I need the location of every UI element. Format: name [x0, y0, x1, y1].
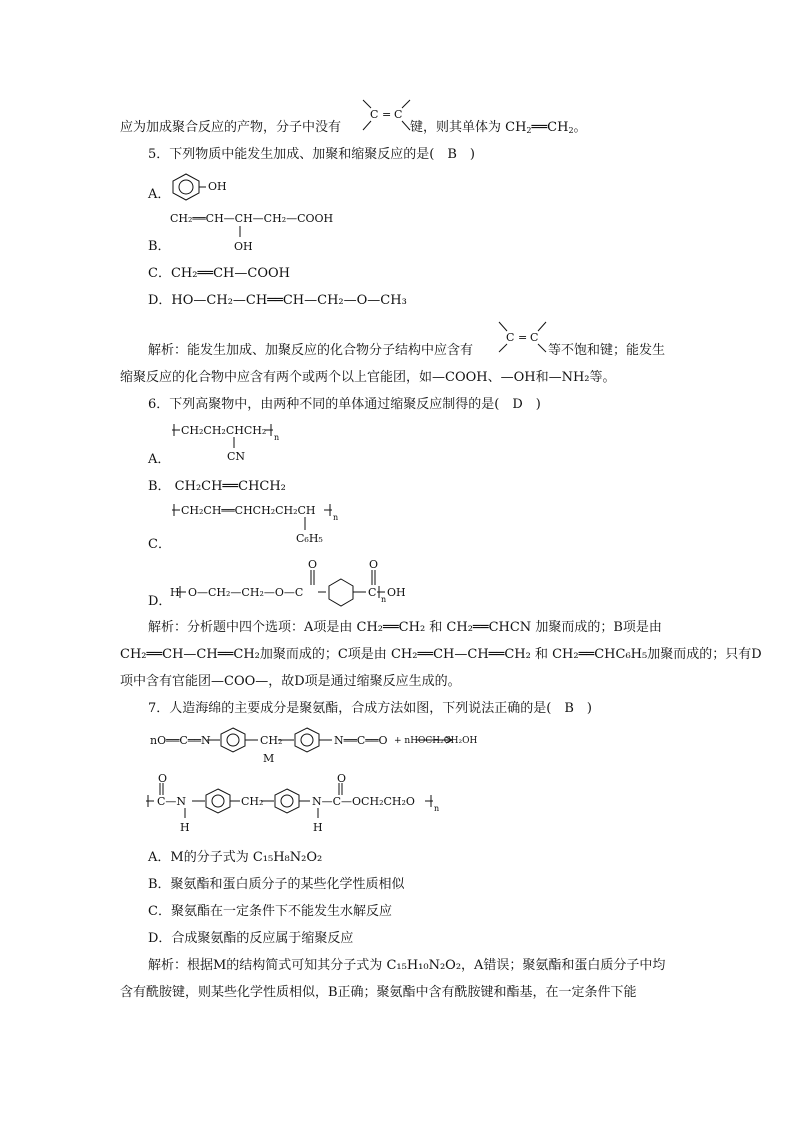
q5-option-d: D．HO—CH₂—CH══CH—CH₂—O—CH₃	[148, 293, 407, 308]
q6-d-label: D．	[148, 594, 172, 609]
q6-explanation-line3: 项中含有官能团—COO—，故D项是通过缩聚反应生成的。	[120, 674, 461, 689]
q7-reactant-left: nO══C══N	[150, 734, 211, 747]
q7-option-a: A．M的分子式为 C₁₅H₈N₂O₂	[148, 850, 323, 865]
q6-explanation-line2: CH₂══CH—CH══CH₂加聚而成的；C项是由 CH₂══CH—CH══CH₂ 和 CH₂══CHC₆H₅加聚而成的；只有D	[120, 647, 762, 662]
q7-option-b: B．聚氨酯和蛋白质分子的某些化学性质相似	[148, 877, 405, 892]
q6-d-oh: OH	[387, 586, 406, 599]
intro-bond-eq: =	[382, 108, 392, 121]
q7-explanation-line2: 含有酰胺键，则某些化学性质相似，B正确；聚氨酯中含有酰胺键和酯基，在一定条件下能	[120, 985, 637, 1000]
q6-c-sub: C₆H₅	[296, 532, 323, 545]
q5-a-label: A．	[148, 187, 171, 202]
q6-a-label: A．	[148, 452, 171, 467]
q6-explanation-line1: 解析：分析题中四个选项：A项是由 CH₂══CH₂ 和 CH₂══CHCN 加聚而成的；B项是由	[148, 620, 662, 635]
q7-stem: 7．人造海绵的主要成分是聚氨酯，合成方法如图，下列说法正确的是( B )	[148, 701, 592, 716]
q6-c-chain: CH₂CH══CHCH₂CH₂CH	[181, 504, 316, 517]
q7-explanation-line1: 解析：根据M的结构简式可知其分子式为 C₁₅H₁₀N₂O₂，A错误；聚氨酯和蛋白质分子中均	[148, 958, 666, 973]
q6-d-o1: O	[308, 558, 318, 571]
intro-bond-c1: C	[370, 108, 379, 121]
q5-explanation-before: 解析：能发生加成、加聚反应的化合物分子结构中应含有	[148, 343, 474, 358]
q6-d-chain: O—CH₂—CH₂—O—C	[188, 586, 304, 599]
q7-reactant-m: M	[263, 752, 275, 765]
q5-a-oh: OH	[208, 180, 227, 193]
q7-product-start: C—N	[157, 795, 187, 808]
q7-product-ch2: CH₂	[241, 795, 264, 808]
q7-product-h1: H	[180, 821, 190, 834]
q5-option-c: C．CH₂══CH—COOH	[148, 266, 290, 281]
q5-bond-c2: C	[530, 331, 539, 344]
q7-reactant-right: N══C══O	[334, 734, 388, 747]
q6-c-label: C．	[148, 537, 171, 552]
q5-b-chain: CH₂══CH—CH—CH₂—COOH	[170, 212, 334, 225]
q5-explanation-after: 等不饱和键；能发生	[548, 343, 666, 358]
q6-a-chain: CH₂CH₂CHCH₂	[181, 424, 267, 437]
q6-d-h: H	[170, 586, 180, 599]
q5-explanation-line2: 缩聚反应的化合物中应含有两个或两个以上官能团，如—COOH、—OH和—NH₂等。	[120, 370, 616, 385]
q6-d-c2: C	[368, 586, 377, 599]
intro-text-after: 键，则其单体为 $CH_2══CH_2$。	[410, 120, 587, 135]
q7-reactant-plus: + nHOCH₂CH₂OH	[394, 736, 478, 746]
q7-product-mid: N—C—OCH₂CH₂O	[312, 795, 415, 808]
q7-option-c: C．聚氨酯在一定条件下不能发生水解反应	[148, 904, 392, 919]
q7-product-o1: O	[158, 772, 168, 785]
q7-option-d: D．合成聚氨酯的反应属于缩聚反应	[148, 931, 354, 946]
q5-b-label: B．	[148, 239, 171, 254]
q6-option-b: B． CH₂CH══CHCH₂	[148, 479, 286, 494]
q6-d-o2: O	[369, 558, 379, 571]
q6-d-n: n	[381, 595, 387, 604]
intro-text-before: 应为加成聚合反应的产物，分子中没有	[120, 120, 342, 135]
q7-product-h2: H	[313, 821, 323, 834]
q5-bond-c1: C	[506, 331, 515, 344]
q6-c-n: n	[333, 513, 339, 522]
intro-bond-c2: C	[394, 108, 403, 121]
q6-a-sub: CN	[227, 450, 246, 463]
q6-stem: 6．下列高聚物中，由两种不同的单体通过缩聚反应制得的是( D )	[148, 397, 541, 412]
q7-product-n: n	[434, 804, 440, 813]
q5-bond-eq: =	[518, 331, 528, 344]
q7-reactant-ch2: CH₂	[260, 734, 283, 747]
q5-b-oh: OH	[234, 240, 253, 253]
q5-stem: 5．下列物质中能发生加成、加聚和缩聚反应的是( B )	[148, 147, 475, 162]
q6-a-n: n	[274, 433, 280, 442]
q7-product-o2: O	[337, 772, 347, 785]
